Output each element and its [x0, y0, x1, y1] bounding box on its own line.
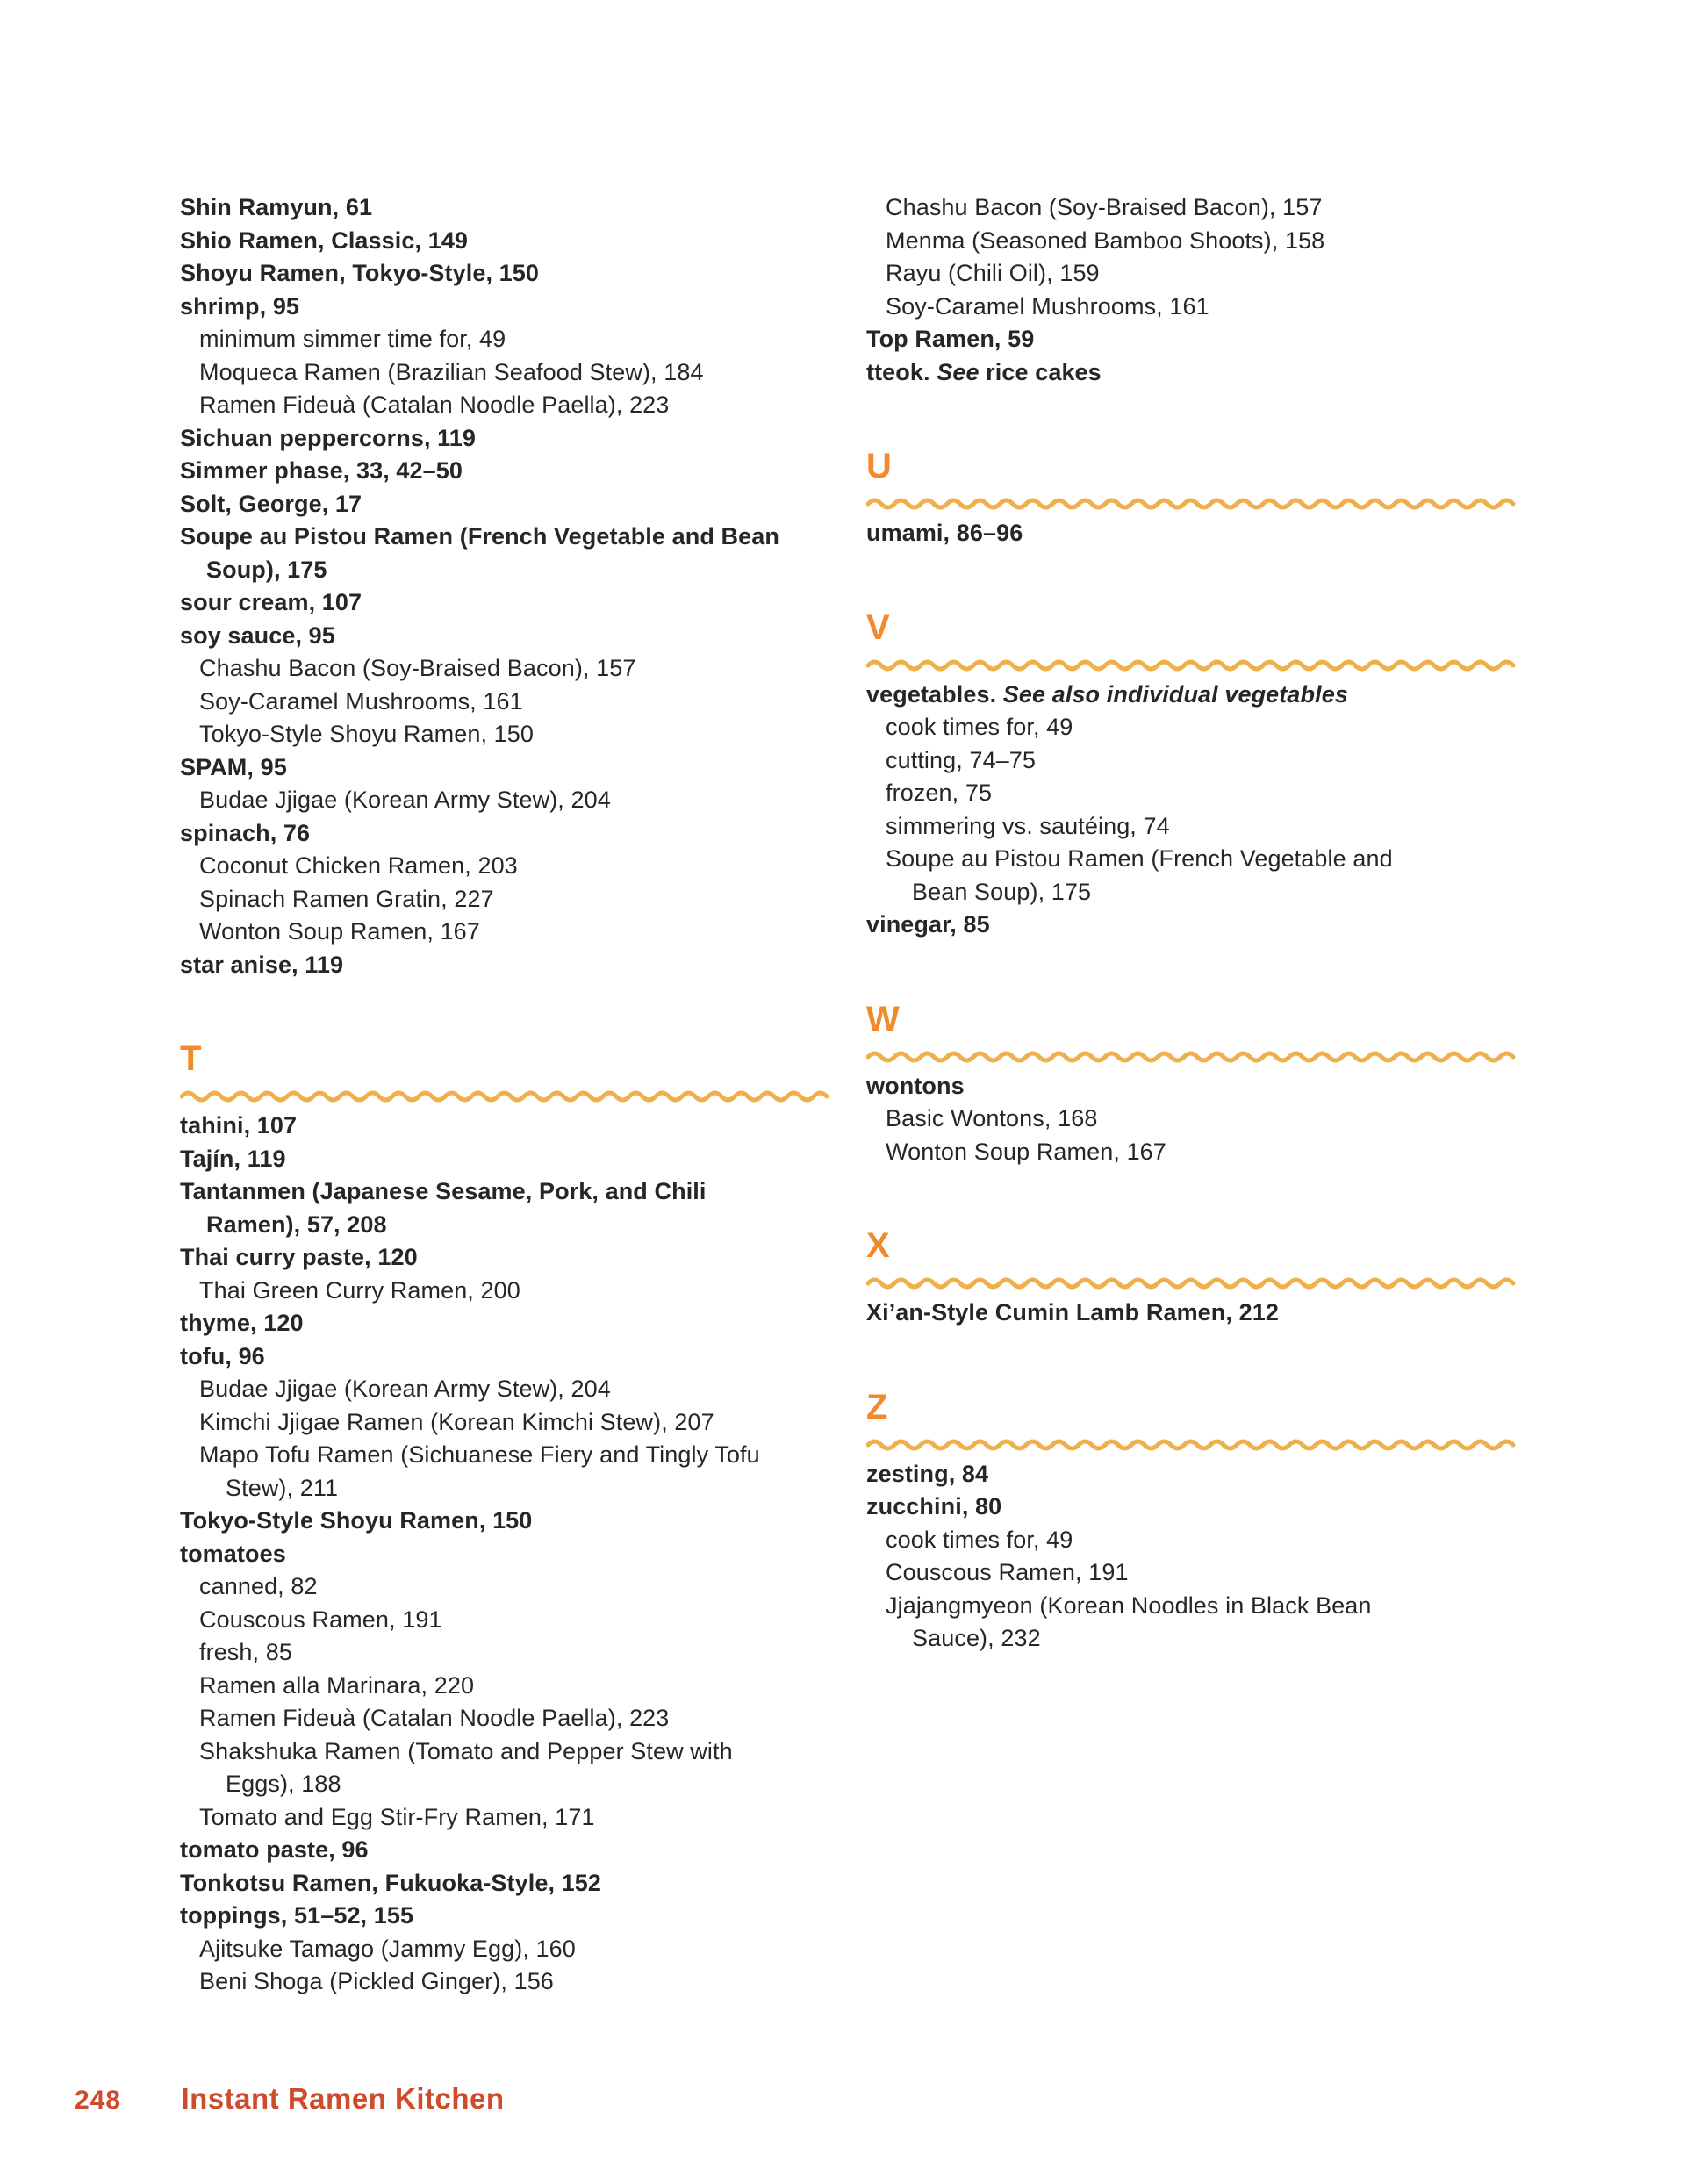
index-entry: Rayu (Chili Oil), 159: [886, 260, 1100, 286]
index-entry: zesting, 84: [866, 1460, 989, 1487]
index-section-w: [866, 998, 1535, 1169]
index-entry: Xi’an-Style Cumin Lamb Ramen, 212: [866, 1299, 1279, 1326]
index-entry: Tokyo-Style Shoyu Ramen, 150: [180, 1507, 533, 1534]
index-entry: tahini, 107: [180, 1112, 298, 1139]
index-entry: tomato paste, 96: [180, 1836, 369, 1863]
wavy-divider: [866, 494, 1523, 514]
index-entry: Kimchi Jjigae Ramen (Korean Kimchi Stew), 207: [199, 1408, 714, 1435]
index-entry: [866, 356, 1535, 390]
wavy-divider: [866, 1274, 1523, 1293]
index-entry: Jjajangmyeon (Korean Noodles in Black Bean: [886, 1591, 1372, 1619]
index-entry: star anise, 119: [180, 951, 344, 978]
book-title: Instant Ramen Kitchen: [181, 2082, 505, 2115]
index-entry-text: rice cakes: [979, 358, 1102, 385]
wavy-divider: [866, 656, 1523, 675]
index-entry-text: See: [937, 358, 980, 385]
page-number: 248: [75, 2086, 122, 2115]
section-entries: [866, 1297, 1535, 1330]
section-letter: X: [866, 1226, 891, 1265]
index-entry: wontons: [866, 1072, 965, 1099]
index-entry: Shin Ramyun, 61: [180, 194, 373, 220]
section-entries: [180, 191, 849, 981]
section-letter: Z: [866, 1387, 889, 1426]
index-entry: vinegar, 85: [866, 911, 990, 938]
index-entry: simmering vs. sautéing, 74: [886, 812, 1170, 839]
index-entry-text: See also individual vegetables: [1002, 680, 1348, 708]
index-entry: cook times for, 49: [886, 714, 1073, 740]
index-entry: fresh, 85: [199, 1639, 292, 1665]
index-entry: minimum simmer time for, 49: [199, 326, 506, 352]
index-entry: Chashu Bacon (Soy-Braised Bacon), 157: [199, 655, 636, 681]
index-entry: Beni Shoga (Pickled Ginger), 156: [199, 1968, 554, 1994]
index-entry: Soupe au Pistou Ramen (French Vegetable and: [886, 845, 1393, 872]
index-entry: Thai Green Curry Ramen, 200: [199, 1276, 520, 1304]
index-entry: tomatoes: [180, 1540, 286, 1567]
page-footer: [75, 2082, 505, 2116]
index-entry: Soy-Caramel Mushrooms, 161: [199, 687, 523, 715]
index-entry: Soupe au Pistou Ramen (French Vegetable and Bean: [180, 523, 779, 550]
wavy-divider: [866, 1047, 1523, 1067]
index-section-continued: [180, 191, 849, 981]
index-entry: Solt, George, 17: [180, 490, 362, 517]
index-section-x: [866, 1225, 1535, 1330]
index-entry-text: tteok.: [866, 358, 937, 385]
index-section-v: [866, 607, 1535, 942]
index-entry: thyme, 120: [180, 1310, 304, 1336]
index-entry: [866, 679, 1535, 712]
index-entry: sour cream, 107: [180, 589, 362, 615]
index-entry: Stew), 211: [226, 1474, 339, 1501]
index-entry: Bean Soup), 175: [912, 878, 1092, 905]
section-letter: T: [180, 1039, 203, 1078]
index-entry: cutting, 74–75: [886, 746, 1037, 773]
index-section-continued: [866, 191, 1535, 389]
index-entry: Coconut Chicken Ramen, 203: [199, 852, 518, 879]
index-entry: Sauce), 232: [912, 1625, 1041, 1651]
index-entry: toppings, 51–52, 155: [180, 1902, 414, 1929]
index-entry: frozen, 75: [886, 780, 993, 806]
section-entries: [866, 1070, 1535, 1169]
index-entry: Sichuan peppercorns, 119: [180, 424, 477, 451]
index-entry: Soy-Caramel Mushrooms, 161: [886, 292, 1209, 320]
index-entry: Ramen Fideuà (Catalan Noodle Paella), 223: [199, 1705, 670, 1731]
index-entry: Tajín, 119: [180, 1145, 286, 1172]
index-entry: Wonton Soup Ramen, 167: [886, 1138, 1166, 1165]
index-entry: Ramen Fideuà (Catalan Noodle Paella), 223: [199, 392, 670, 418]
index-entry: tofu, 96: [180, 1342, 265, 1369]
index-entry: spinach, 76: [180, 819, 311, 846]
section-entries: [866, 517, 1535, 550]
index-entry: Mapo Tofu Ramen (Sichuanese Fiery and Tingly Tofu: [199, 1441, 760, 1468]
index-entry: Basic Wontons, 168: [886, 1105, 1098, 1132]
index-entry: Top Ramen, 59: [866, 326, 1035, 352]
index-entry: Soup), 175: [206, 556, 327, 583]
index-entry: Eggs), 188: [226, 1771, 341, 1797]
index-entry: Budae Jjigae (Korean Army Stew), 204: [199, 1376, 611, 1402]
index-entry: Moqueca Ramen (Brazilian Seafood Stew), 184: [199, 358, 704, 385]
index-entry: umami, 86–96: [866, 520, 1023, 546]
section-entries: [866, 679, 1535, 942]
index-entry: Tantanmen (Japanese Sesame, Pork, and Chili: [180, 1178, 707, 1204]
section-letter: W: [866, 999, 901, 1038]
index-entry: Menma (Seasoned Bamboo Shoots), 158: [886, 226, 1325, 254]
index-entry: shrimp, 95: [180, 292, 300, 320]
index-entry-text: vegetables.: [866, 680, 1003, 708]
section-letter: U: [866, 447, 893, 485]
index-entry: Spinach Ramen Gratin, 227: [199, 885, 494, 912]
wavy-divider: [866, 1435, 1523, 1455]
index-column-right: [866, 188, 1535, 1656]
index-entry: Tonkotsu Ramen, Fukuoka-Style, 152: [180, 1869, 602, 1896]
index-section-t: [180, 1038, 849, 1999]
index-entry: Ajitsuke Tamago (Jammy Egg), 160: [199, 1935, 576, 1962]
index-entry: Couscous Ramen, 191: [886, 1559, 1129, 1585]
index-section-z: [866, 1386, 1535, 1656]
index-section-u: [866, 445, 1535, 550]
index-entry: Shakshuka Ramen (Tomato and Pepper Stew with: [199, 1737, 733, 1764]
index-entry: zucchini, 80: [866, 1493, 1002, 1520]
index-entry: soy sauce, 95: [180, 621, 335, 649]
index-entry: Thai curry paste, 120: [180, 1244, 418, 1270]
wavy-divider: [180, 1087, 836, 1106]
index-column-left: [180, 188, 849, 1999]
index-entry: Tokyo-Style Shoyu Ramen, 150: [199, 721, 534, 747]
index-entry: cook times for, 49: [886, 1526, 1073, 1553]
section-letter: V: [866, 607, 891, 647]
index-entry: Shoyu Ramen, Tokyo-Style, 150: [180, 260, 540, 286]
index-entry: Simmer phase, 33, 42–50: [180, 457, 463, 484]
index-entry: Chashu Bacon (Soy-Braised Bacon), 157: [886, 194, 1323, 220]
section-entries: [866, 1458, 1535, 1656]
index-entry: Ramen), 57, 208: [206, 1211, 387, 1238]
index-entry: Ramen alla Marinara, 220: [199, 1671, 475, 1699]
index-entry: SPAM, 95: [180, 753, 287, 780]
section-entries: [866, 191, 1535, 389]
index-entry: Wonton Soup Ramen, 167: [199, 918, 480, 945]
section-entries: [180, 1110, 849, 1999]
index-entry: Couscous Ramen, 191: [199, 1606, 442, 1633]
index-entry: Tomato and Egg Stir-Fry Ramen, 171: [199, 1803, 595, 1830]
index-entry: canned, 82: [199, 1573, 318, 1599]
index-entry: Shio Ramen, Classic, 149: [180, 226, 469, 254]
index-entry: Budae Jjigae (Korean Army Stew), 204: [199, 787, 611, 813]
